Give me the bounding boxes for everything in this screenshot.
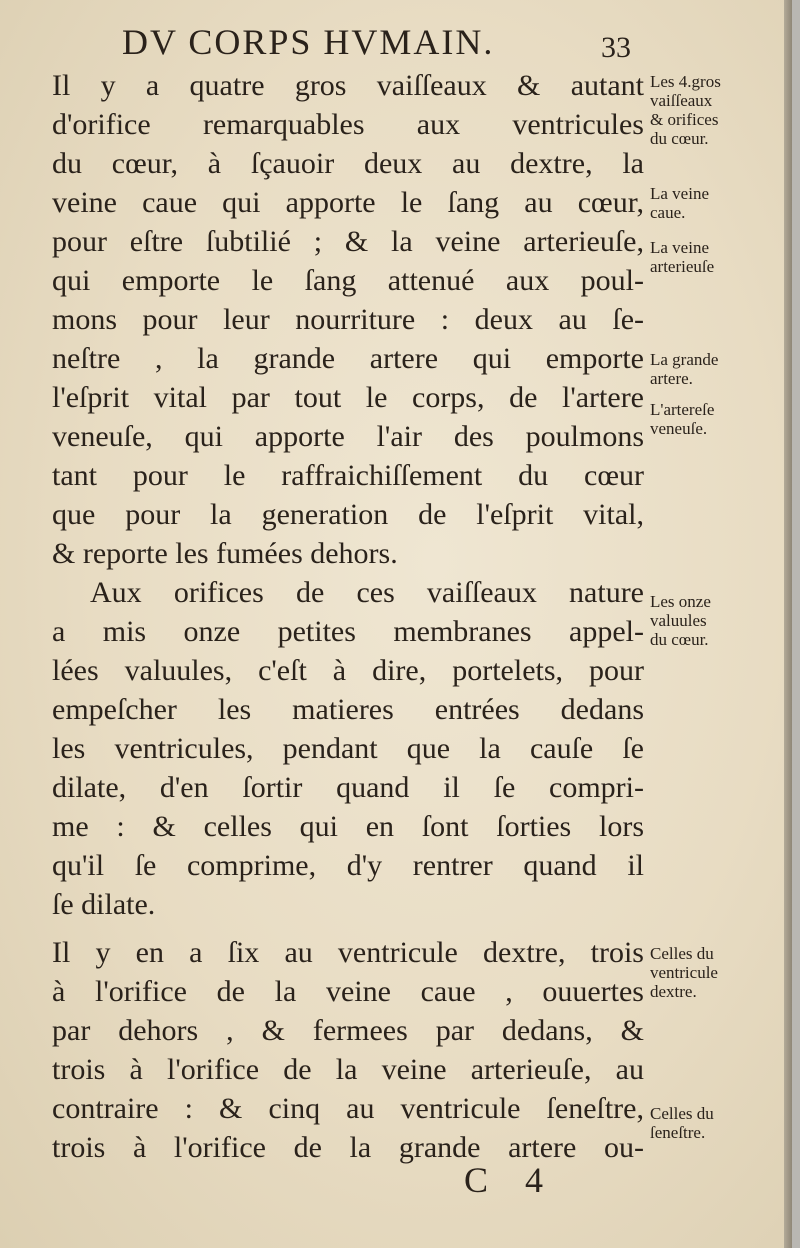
margin-note-line: Les 4.gros — [650, 72, 721, 91]
text-line: Il y a quatre gros vaiſſeaux & autant — [52, 69, 644, 102]
margin-note-line: valuules — [650, 611, 707, 630]
margin-note-line: L'artereſe — [650, 400, 715, 419]
page-edge — [784, 0, 792, 1248]
text-line: ſe dilate. — [52, 888, 156, 921]
margin-note-line: La veine — [650, 238, 709, 257]
paragraph-start-line: Aux orifices de ces vaiſſeaux nature — [90, 576, 644, 609]
text-line: qu'il ſe comprime, d'y rentrer quand il — [52, 849, 644, 882]
margin-note-onze-valuules — [650, 592, 768, 649]
margin-note-line: dextre. — [650, 982, 697, 1001]
text-line: a mis onze petites membranes appel- — [52, 615, 644, 648]
running-title: DV CORPS HVMAIN. — [122, 22, 495, 62]
text-line: veneuſe, qui apporte l'air des poulmons — [52, 420, 644, 453]
margin-note-veine-arterieuse — [650, 238, 768, 276]
margin-note-line: & orifices — [650, 110, 719, 129]
margin-note-line: veneuſe. — [650, 419, 708, 438]
text-line: veine caue qui apporte le ſang au cœur, — [52, 186, 644, 219]
text-line: mons pour leur nourriture : deux au ſe- — [52, 303, 644, 336]
text-line: à l'orifice de la veine caue , ouuertes — [52, 975, 644, 1008]
margin-note-line: caue. — [650, 203, 686, 222]
text-line: que pour la generation de l'eſprit vital, — [52, 498, 644, 531]
text-line: me : & celles qui en ſont ſorties lors — [52, 810, 644, 843]
text-line: l'eſprit vital par tout le corps, de l'artere — [52, 381, 644, 414]
margin-note-line: Celles du — [650, 1104, 714, 1123]
margin-note-line: vaiſſeaux — [650, 91, 713, 110]
text-line: contraire : & cinq au ventricule ſeneſtre, — [52, 1092, 644, 1125]
margin-note-line: ſeneſtre. — [650, 1123, 706, 1142]
text-line: & reporte les fumées dehors. — [52, 537, 398, 570]
margin-note-senestre — [650, 1104, 768, 1142]
margin-note-line: La veine — [650, 184, 709, 203]
paragraph-start-line: Il y en a ſix au ventricule dextre, trois — [52, 936, 644, 969]
margin-note-ventricule-dextre — [650, 944, 768, 1001]
text-line: dilate, d'en ſortir quand il ſe compri- — [52, 771, 644, 804]
margin-note-line: Celles du — [650, 944, 714, 963]
margin-note-line: artere. — [650, 369, 693, 388]
text-line: neſtre , la grande artere qui emporte — [52, 342, 644, 375]
text-line: pour eſtre ſubtilié ; & la veine arterieuſe, — [52, 225, 644, 258]
margin-note-gros-vaisseaux — [650, 72, 768, 148]
signature-mark: C 4 — [464, 1160, 558, 1200]
main-text-block — [52, 66, 644, 1167]
margin-note-line: du cœur. — [650, 129, 709, 148]
margin-note-grande-artere — [650, 350, 768, 388]
text-line: qui emporte le ſang attenué aux poul- — [52, 264, 644, 297]
text-line: tant pour le raffraichiſſement du cœur — [52, 459, 644, 492]
text-line: lées valuules, c'eſt à dire, portelets, pour — [52, 654, 644, 687]
margin-note-artere-veneuse — [650, 400, 768, 438]
text-line: trois à l'orifice de la grande artere ou- — [52, 1131, 644, 1164]
margin-note-veine-caue — [650, 184, 768, 222]
text-line: du cœur, à ſçauoir deux au dextre, la — [52, 147, 644, 180]
text-line: d'orifice remarquables aux ventricules — [52, 108, 644, 141]
margin-note-line: arterieuſe — [650, 257, 715, 276]
text-line: trois à l'orifice de la veine arterieuſe, au — [52, 1053, 644, 1086]
text-line: empeſcher les matieres entrées dedans — [52, 693, 644, 726]
page-number: 33 — [601, 31, 631, 64]
text-line: les ventricules, pendant que la cauſe ſe — [52, 732, 644, 765]
margin-note-line: du cœur. — [650, 630, 709, 649]
margin-note-line: Les onze — [650, 592, 711, 611]
margin-note-line: La grande — [650, 350, 719, 369]
text-line: par dehors , & fermees par dedans, & — [52, 1014, 644, 1047]
margin-note-line: ventricule — [650, 963, 718, 982]
